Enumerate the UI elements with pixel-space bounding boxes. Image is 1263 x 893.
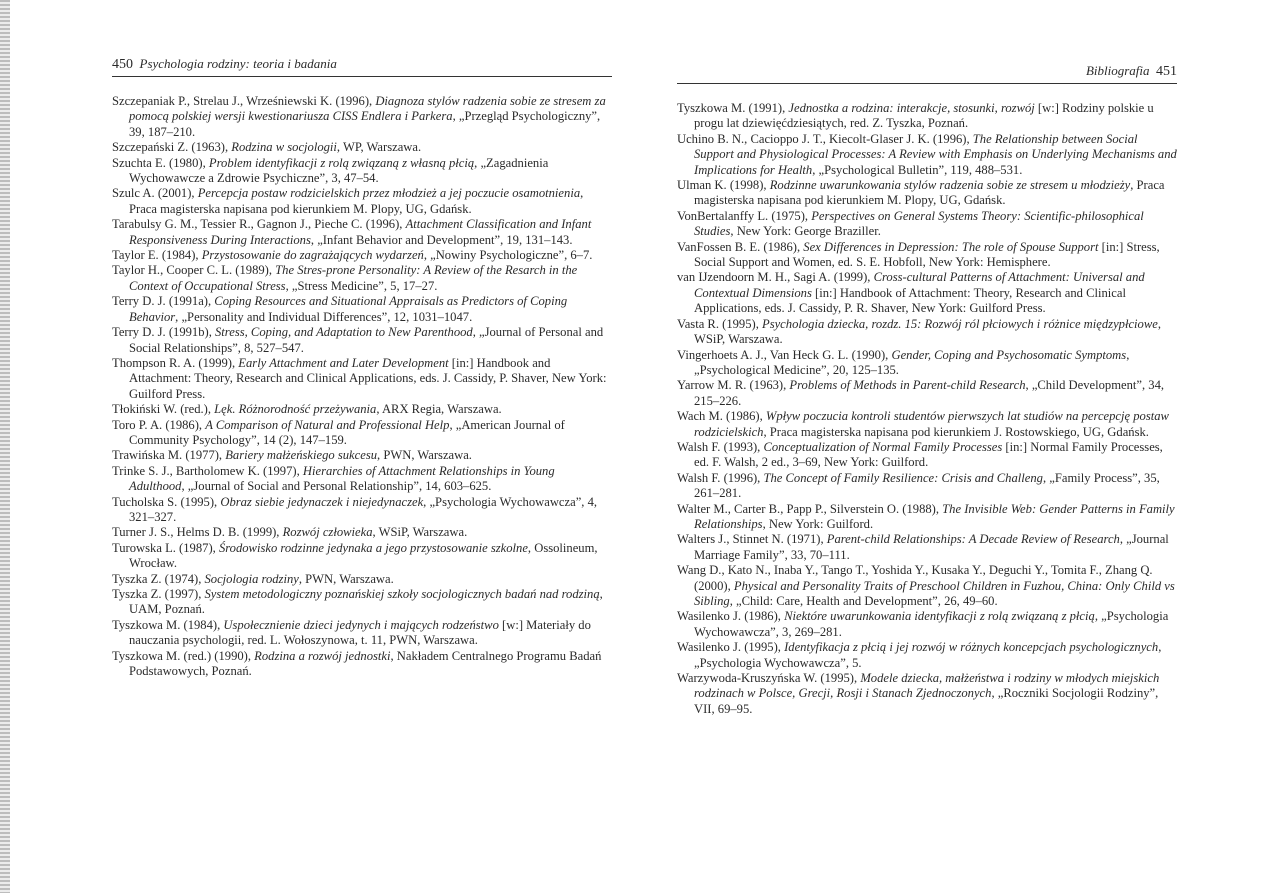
- bibliography-entry: [677, 378, 1177, 409]
- entry-authors: Walter M., Carter B., Papp P., Silverstein O. (1988),: [677, 501, 943, 516]
- bibliography-entry: [112, 356, 612, 402]
- bibliography-entry: [112, 325, 612, 356]
- entry-authors: Tłokiński W. (red.),: [112, 402, 215, 417]
- entry-authors: Trawińska M. (1977),: [112, 448, 226, 463]
- left-page: [112, 0, 612, 893]
- entry-source: , „Journal of Social and Personal Relationship”, 14, 603–625.: [181, 479, 492, 494]
- right-page-number: 451: [1156, 64, 1177, 79]
- entry-authors: Warzywoda-Kruszyńska W. (1995),: [677, 671, 861, 686]
- bibliography-entry: [677, 532, 1177, 563]
- entry-title: Uspołecznienie dzieci jedynych i mających rodzeństwo: [223, 617, 499, 632]
- bibliography-entry: [112, 186, 612, 217]
- entry-source: , WP, Warszawa.: [336, 140, 422, 155]
- right-page-header: [677, 63, 1177, 84]
- entry-title: Obraz siebie jedynaczek i niejedynaczek: [220, 494, 424, 509]
- entry-authors: Terry D. J. (1991b),: [112, 325, 215, 340]
- entry-source: , „Child Development”, 34, 215–226.: [694, 378, 1165, 408]
- entry-authors: Ulman K. (1998),: [677, 178, 770, 193]
- entry-title: Przystosowanie do zagrażających wydarzeń: [201, 248, 424, 263]
- entry-title: Physical and Personality Traits of Preschool Children in Fuzhou, China: Only Child vs Sibling: [694, 578, 1175, 608]
- entry-authors: Walsh F. (1996),: [677, 470, 764, 485]
- entry-authors: Uchino B. N., Cacioppo J. T., Kiecolt-Glaser J. K. (1996),: [677, 131, 973, 146]
- entry-source: , New York: George Braziller.: [730, 224, 881, 239]
- bibliography-entry: [112, 140, 612, 155]
- entry-source: , Praca magisterska napisana pod kierunkiem M. Plopy, UG, Gdańsk.: [694, 178, 1165, 208]
- entry-source: , ARX Regia, Warszawa.: [376, 402, 502, 417]
- entry-authors: Szczepaniak P., Strelau J., Wrześniewski K. (1996),: [112, 94, 376, 108]
- left-header-group: [112, 56, 337, 73]
- entry-source: [in:] Stress, Social Support and Women, ed. S. E. Hobfoll, New York: Hemisphere.: [694, 239, 1160, 270]
- bibliography-entry: [112, 217, 612, 248]
- entry-title: Problems of Methods in Parent-child Research: [789, 378, 1026, 393]
- entry-source: , „Psychological Bulletin”, 119, 488–531.: [812, 162, 1023, 177]
- bibliography-entry: [112, 418, 612, 449]
- entry-authors: Wach M. (1986),: [677, 409, 766, 424]
- entry-title: The Relationship between Social Support and Physiological Processes: A Review with Emphasis on Underlying Mechanisms and Implications for Health: [694, 131, 1177, 177]
- entry-title: Modele dziecka, małżeństwa i rodziny w młodych miejskich rodzinach w Polsce, Grecji, Rosji i Stanach Zjednoczonych: [694, 671, 1160, 701]
- entry-authors: Terry D. J. (1991a),: [112, 294, 215, 309]
- right-running-title: Bibliografia: [1085, 63, 1150, 78]
- bibliography-entry: [677, 563, 1177, 609]
- entry-source: , „Zagadnienia Wychowawcze a Zdrowie Psychiczne”, 3, 47–54.: [129, 155, 549, 186]
- entry-title: Attachment Classification and Infant Responsiveness During Interactions: [129, 217, 592, 247]
- entry-source: , WSiP, Warszawa.: [372, 525, 468, 540]
- entry-source: , „Psychologia Wychowawcza”, 3, 269–281.: [694, 609, 1169, 639]
- bibliography-entry: [112, 525, 612, 540]
- entry-authors: Tyszkowa M. (1991),: [677, 101, 789, 115]
- entry-source: , „Psychologia Wychowawcza”, 4, 321–327.: [129, 494, 598, 524]
- entry-title: Problem identyfikacji z rolą związaną z własną płcią: [208, 155, 475, 170]
- entry-source: , „Nowiny Psychologiczne”, 6–7.: [423, 248, 593, 263]
- entry-title: Psychologia dziecka, rozdz. 15: Rozwój ról płciowych i różnice międzypłciowe: [762, 316, 1158, 331]
- bibliography-entry: [677, 440, 1177, 471]
- entry-title: Rodzina w socjologii: [231, 140, 337, 155]
- entry-title: Niektóre uwarunkowania identyfikacji z rolą związaną z płcią: [784, 609, 1095, 624]
- bibliography-entry: [112, 248, 612, 263]
- entry-title: Lęk. Różnorodność przeżywania: [214, 402, 377, 417]
- entry-title: Percepcja postaw rodzicielskich przez młodzież a jej poczucie osamotnienia: [197, 186, 581, 201]
- entry-authors: Taylor E. (1984),: [112, 248, 202, 263]
- entry-source: , „Psychological Medicine”, 20, 125–135.: [694, 347, 1130, 377]
- entry-authors: Yarrow M. R. (1963),: [677, 378, 790, 393]
- entry-title: Gender, Coping and Psychosomatic Symptoms: [891, 347, 1127, 362]
- bibliography-entry: [677, 409, 1177, 440]
- entry-title: Hierarchies of Attachment Relationships in Young Adulthood: [129, 463, 555, 494]
- entry-authors: Turowska L. (1987),: [112, 540, 219, 555]
- bibliography-entry: [112, 156, 612, 187]
- bibliography-entry: [112, 294, 612, 325]
- entry-title: Wpływ poczucia kontroli studentów pierwszych lat studiów na percepcję postaw rodzicielskich: [694, 409, 1169, 439]
- left-running-title: Psychologia rodziny: teoria i badania: [139, 56, 337, 71]
- entry-source: , „Personality and Individual Differences”, 12, 1031–1047.: [175, 309, 473, 324]
- left-bibliography-list: [112, 94, 612, 679]
- entry-source: [in:] Handbook of Attachment: Theory, Research and Clinical Applications, eds. J. Cassidy, P. R. Shaver, New York: Guilford Press.: [694, 285, 1126, 316]
- entry-title: The Concept of Family Resilience: Crisis and Challeng: [763, 470, 1043, 485]
- left-page-header: [112, 56, 612, 77]
- entry-title: Identyfikacja z płcią i jej rozwój w różnych koncepcjach psychologicznych: [784, 640, 1159, 655]
- entry-source: , Ossolineum, Wrocław.: [129, 540, 598, 571]
- entry-source: , „Psychologia Wychowawcza”, 5.: [694, 640, 1162, 670]
- bibliography-entry: [677, 471, 1177, 502]
- bibliography-entry: [677, 671, 1177, 717]
- bibliography-entry: [677, 270, 1177, 316]
- entry-title: Coping Resources and Situational Appraisals as Predictors of Coping Behavior: [129, 294, 568, 324]
- entry-source: , WSiP, Warszawa.: [694, 316, 1161, 347]
- entry-authors: Wasilenko J. (1986),: [677, 609, 785, 624]
- entry-authors: Turner J. S., Helms D. B. (1999),: [112, 525, 283, 540]
- entry-title: Cross-cultural Patterns of Attachment: Universal and Contextual Dimensions: [694, 270, 1145, 300]
- entry-source: [in:] Handbook and Attachment: Theory, Research and Clinical Applications, eds. J. Cassidy, P. Shaver, New York: Guilford Press.: [129, 355, 607, 401]
- bibliography-entry: [677, 348, 1177, 379]
- book-spine-edge: [0, 0, 10, 893]
- entry-title: Środowisko rodzinne jedynaka a jego przystosowanie szkolne: [218, 540, 528, 555]
- entry-title: Perspectives on General Systems Theory: Scientific-philosophical Studies: [694, 208, 1144, 239]
- entry-source: , „Family Process”, 35, 261–281.: [694, 470, 1160, 501]
- entry-source: , „Infant Behavior and Development”, 19, 131–143.: [310, 232, 573, 247]
- bibliography-entry: [112, 448, 612, 463]
- entry-authors: Trinke S. J., Bartholomew K. (1997),: [112, 463, 303, 478]
- entry-authors: Tyszkowa M. (1984),: [112, 617, 224, 632]
- entry-authors: VonBertalanffy L. (1975),: [677, 208, 812, 223]
- bibliography-entry: [112, 618, 612, 649]
- right-page: [677, 0, 1177, 893]
- entry-title: The Invisible Web: Gender Patterns in Family Relationships: [694, 501, 1175, 531]
- bibliography-entry: [112, 587, 612, 618]
- entry-title: Conceptualization of Normal Family Processes: [763, 439, 1003, 454]
- entry-title: Diagnoza stylów radzenia sobie ze stresem za pomocą polskiej wersji kwestionariusza CISS Endlera i Parkera: [129, 94, 606, 124]
- bibliography-entry: [677, 317, 1177, 348]
- bibliography-entry: [677, 609, 1177, 640]
- entry-title: Jednostka a rodzina: interakcje, stosunki, rozwój: [788, 101, 1035, 115]
- bibliography-entry: [112, 649, 612, 680]
- entry-source: , PWN, Warszawa.: [377, 448, 472, 463]
- bibliography-entry: [677, 640, 1177, 671]
- entry-title: Stress, Coping, and Adaptation to New Parenthood: [215, 325, 473, 340]
- bibliography-entry: [677, 101, 1177, 132]
- entry-authors: Thompson R. A. (1999),: [112, 355, 239, 370]
- entry-title: Socjologia rodziny: [204, 571, 299, 586]
- entry-authors: Tucholska S. (1995),: [112, 494, 221, 509]
- entry-authors: Szczepański Z. (1963),: [112, 140, 232, 155]
- bibliography-entry: [112, 263, 612, 294]
- entry-title: A Comparison of Natural and Professional Help: [205, 417, 450, 432]
- entry-authors: Wasilenko J. (1995),: [677, 640, 785, 655]
- entry-source: [in:] Normal Family Processes, ed. F. Walsh, 2 ed., 3–69, New York: Guilford.: [694, 439, 1163, 470]
- entry-authors: Vingerhoets A. J., Van Heck G. L. (1990),: [677, 347, 892, 362]
- bibliography-entry: [112, 94, 612, 140]
- entry-authors: Szulc A. (2001),: [112, 186, 198, 201]
- bibliography-entry: [677, 132, 1177, 178]
- bibliography-entry: [677, 178, 1177, 209]
- entry-source: , „Stress Medicine”, 5, 17–27.: [285, 278, 438, 293]
- entry-source: , Nakładem Centralnego Programu Badań Podstawowych, Poznań.: [129, 648, 602, 679]
- entry-source: , New York: Guilford.: [762, 516, 874, 531]
- bibliography-entry: [112, 495, 612, 526]
- entry-title: Bariery małżeńskiego sukcesu: [225, 448, 378, 463]
- entry-source: , „American Journal of Community Psychology”, 14 (2), 147–159.: [129, 417, 565, 447]
- left-page-number: 450: [112, 57, 133, 72]
- entry-title: Early Attachment and Later Development: [238, 355, 449, 370]
- entry-authors: Tarabulsy G. M., Tessier R., Gagnon J., Pieche C. (1996),: [112, 217, 406, 232]
- entry-source: , UAM, Poznań.: [129, 587, 603, 617]
- bibliography-entry: [677, 240, 1177, 271]
- entry-authors: Toro P. A. (1986),: [112, 417, 206, 432]
- entry-authors: Walters J., Stinnet N. (1971),: [677, 532, 827, 547]
- entry-source: , „Przegląd Psychologiczny”, 39, 187–210.: [129, 109, 601, 139]
- entry-source: , „Journal of Personal and Social Relationships”, 8, 527–547.: [129, 325, 604, 355]
- entry-authors: Taylor H., Cooper C. L. (1989),: [112, 263, 276, 278]
- entry-title: Parent-child Relationships: A Decade Review of Research: [826, 532, 1120, 547]
- entry-authors: Tyszka Z. (1974),: [112, 571, 205, 586]
- right-header-group: [1086, 63, 1177, 80]
- entry-title: Rodzinne uwarunkowania stylów radzenia sobie ze stresem u młodzieży: [769, 178, 1131, 193]
- entry-source: , Praca magisterska napisana pod kierunkiem J. Rostowskiego, UG, Gdańsk.: [763, 424, 1149, 439]
- bibliography-entry: [112, 464, 612, 495]
- entry-authors: Tyszka Z. (1997),: [112, 587, 205, 601]
- bibliography-entry: [112, 541, 612, 572]
- bibliography-entry: [677, 502, 1177, 533]
- entry-source: , PWN, Warszawa.: [298, 571, 394, 586]
- entry-title: The Stres-prone Personality: A Review of the Resarch in the Context of Occupational Stress: [129, 263, 578, 293]
- entry-authors: Vasta R. (1995),: [677, 316, 762, 331]
- bibliography-entry: [112, 572, 612, 587]
- entry-authors: Wang D., Kato N., Inaba Y., Tango T., Yoshida Y., Kusaka Y., Deguchi Y., Tomita F., Zhang Q. (2000),: [677, 563, 1153, 593]
- entry-title: Sex Differences in Depression: The role of Spouse Support: [803, 239, 1099, 254]
- bibliography-entry: [677, 209, 1177, 240]
- entry-source: , Praca magisterska napisana pod kierunkiem M. Plopy, UG, Gdańsk.: [129, 186, 584, 216]
- entry-authors: Tyszkowa M. (red.) (1990),: [112, 648, 255, 663]
- entry-title: System metodologiczny poznańskiej szkoły socjologicznych badań nad rodziną: [204, 587, 600, 601]
- entry-title: Rozwój człowieka: [282, 525, 373, 540]
- entry-source: [w:] Rodziny polskie u progu lat dziewięćdziesiątych, red. Z. Tyszka, Poznań.: [694, 101, 1154, 131]
- entry-authors: Walsh F. (1993),: [677, 439, 764, 454]
- right-bibliography-list: [677, 101, 1177, 717]
- entry-authors: van IJzendoorn M. H., Sagi A. (1999),: [677, 270, 874, 285]
- entry-authors: Szuchta E. (1980),: [112, 155, 209, 170]
- entry-title: Rodzina a rozwój jednostki: [254, 648, 391, 663]
- entry-source: , „Roczniki Socjologii Rodziny”, VII, 69–95.: [694, 686, 1159, 716]
- entry-source: , „Journal Marriage Family”, 33, 70–111.: [694, 532, 1169, 562]
- entry-source: [w:] Materiały do nauczania psychologii, red. L. Wołoszynowa, t. 11, PWN, Warszawa.: [129, 617, 591, 648]
- entry-authors: VanFossen B. E. (1986),: [677, 239, 804, 254]
- bibliography-entry: [112, 402, 612, 417]
- entry-source: , „Child: Care, Health and Development”, 26, 49–60.: [729, 594, 998, 608]
